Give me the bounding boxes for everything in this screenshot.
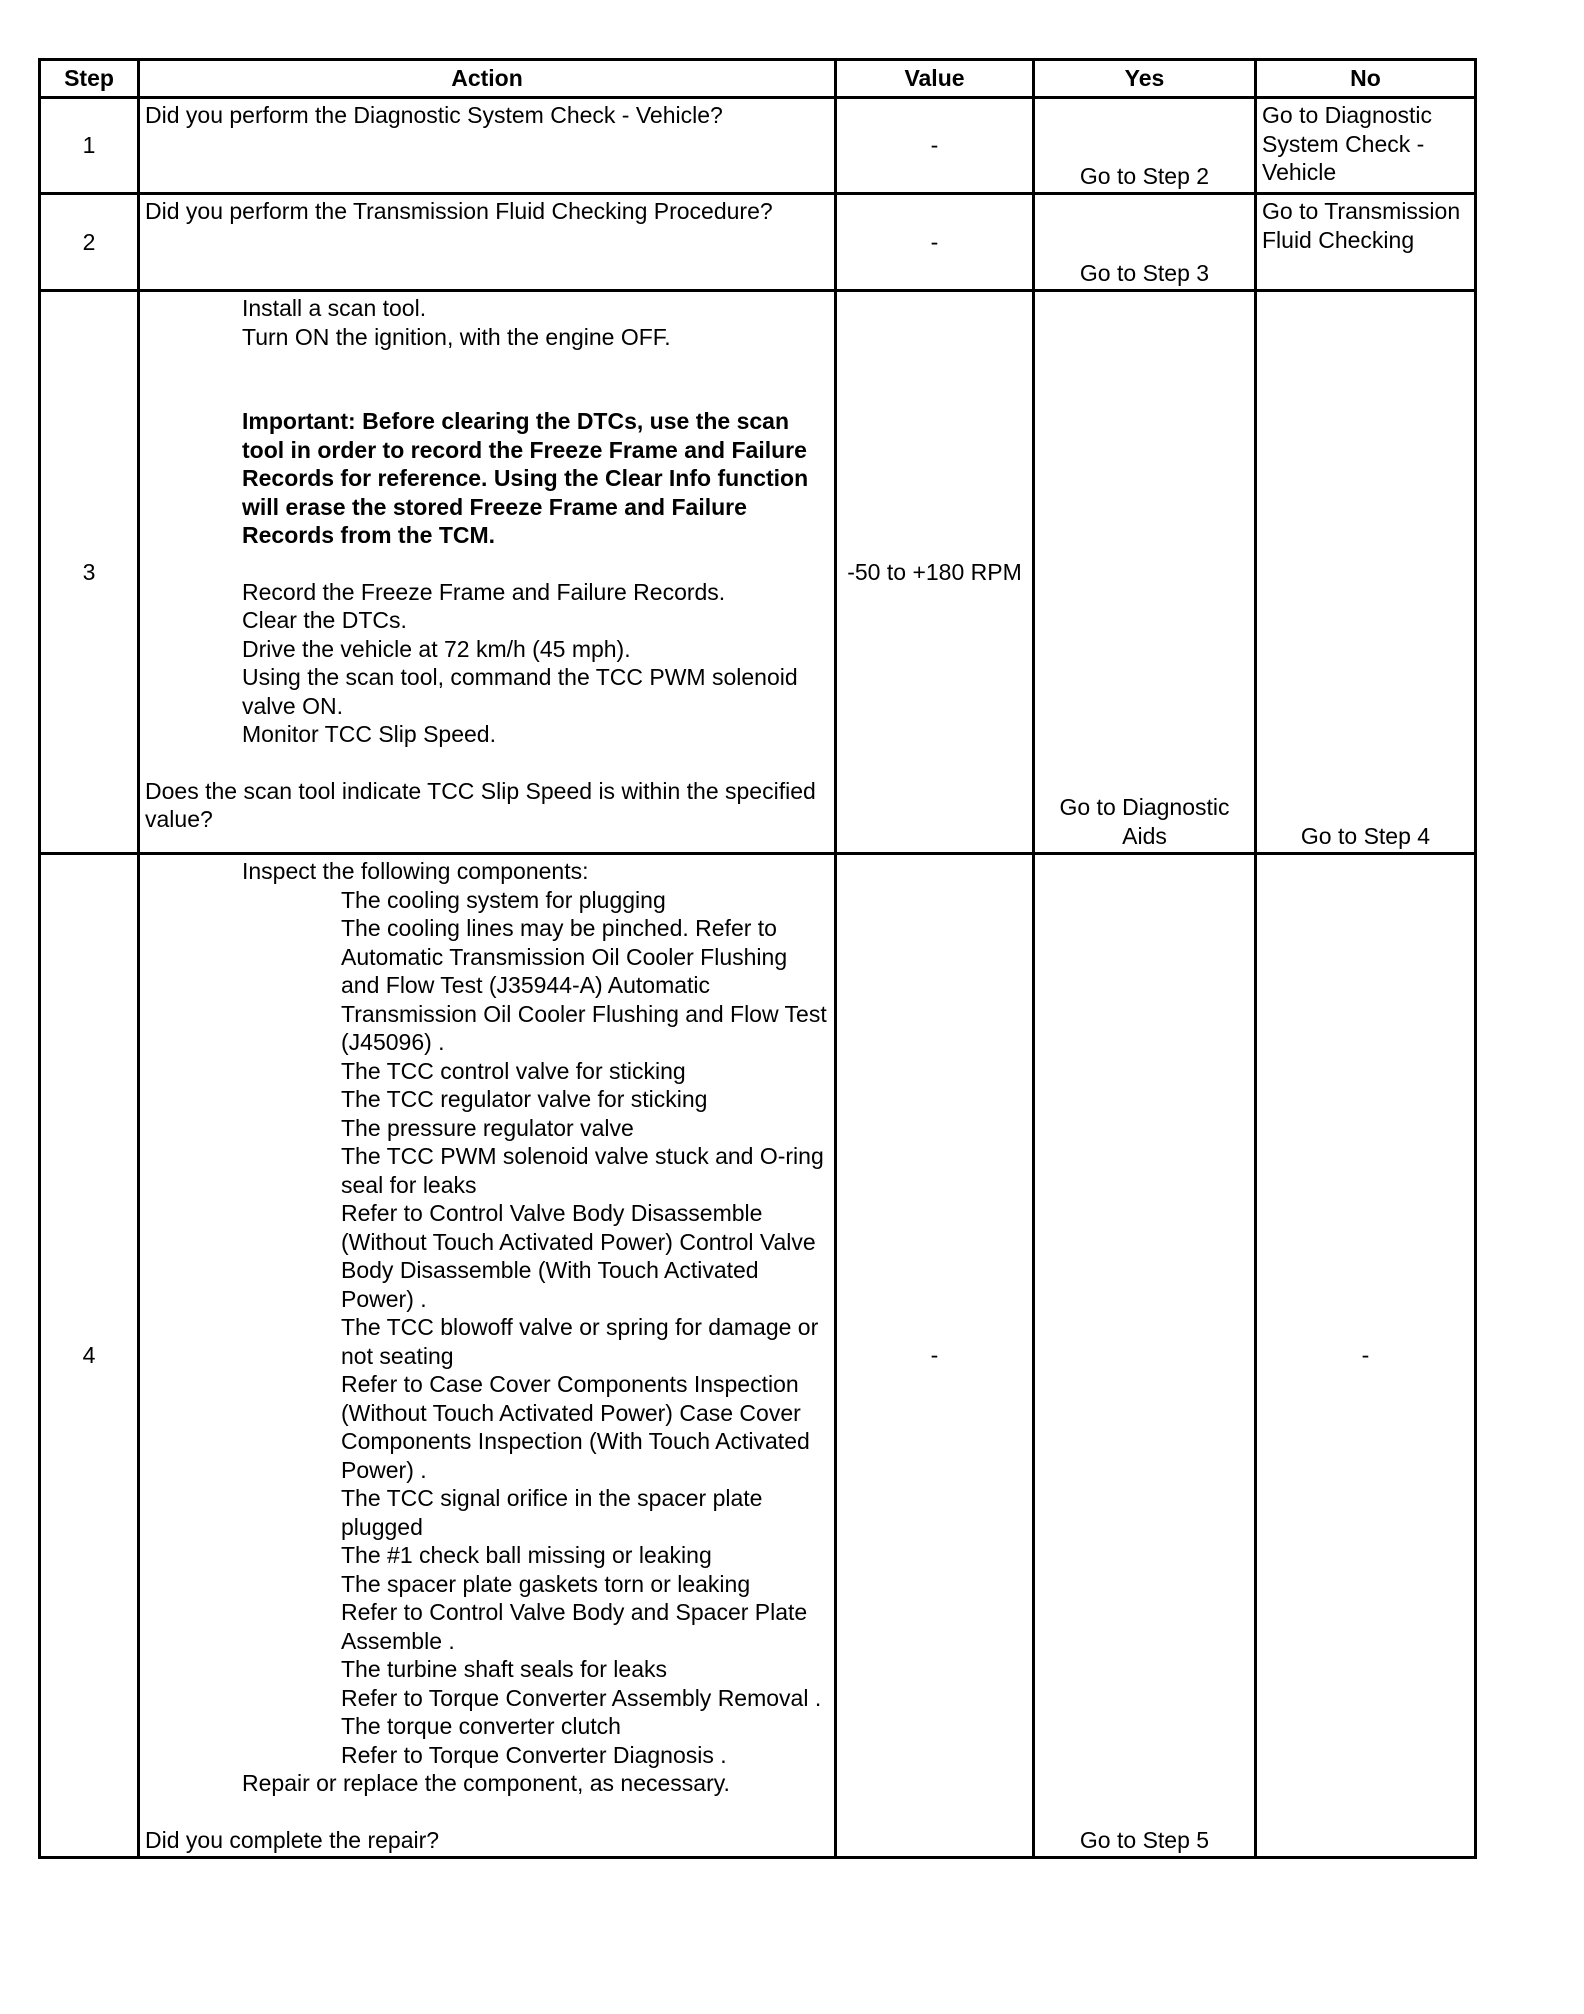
action-intro: Inspect the following components: <box>242 858 589 884</box>
component-item: Refer to Torque Converter Diagnosis . <box>341 1741 727 1768</box>
action-cell <box>139 854 836 1858</box>
header-no: No <box>1256 60 1476 98</box>
step-number: 1 <box>40 98 139 194</box>
value-cell: - <box>836 98 1034 194</box>
header-yes: Yes <box>1034 60 1256 98</box>
repair-instruction: Repair or replace the component, as necessary. <box>242 1770 730 1796</box>
action-step: Install a scan tool. <box>242 295 427 321</box>
yes-link[interactable]: Go to Diagnostic Aids <box>1034 291 1256 854</box>
step-row-2 <box>40 194 1476 291</box>
yes-link[interactable]: Go to Step 5 <box>1034 854 1256 1858</box>
component-item: The TCC control valve for sticking <box>341 1057 686 1084</box>
header-step: Step <box>40 60 139 98</box>
diagnostic-table <box>38 58 1477 1859</box>
step-row-3 <box>40 291 1476 854</box>
action-step: Drive the vehicle at 72 km/h (45 mph). <box>242 635 631 662</box>
action-question: Does the scan tool indicate TCC Slip Speed is within the specified value? <box>145 777 823 832</box>
step-row-1 <box>40 98 1476 194</box>
value-cell: - <box>836 194 1034 291</box>
component-item: The TCC PWM solenoid valve stuck and O-ring seal for leaks <box>341 1143 831 1198</box>
yes-link[interactable]: Go to Step 2 <box>1034 98 1256 194</box>
no-link[interactable]: Go to Diagnostic System Check - Vehicle <box>1256 98 1476 194</box>
component-item: The #1 check ball missing or leaking <box>341 1542 712 1568</box>
action-question: Did you perform the Diagnostic System Check - Vehicle? <box>139 98 836 194</box>
component-item: The TCC signal orifice in the spacer plate plugged <box>341 1485 769 1540</box>
action-question: Did you perform the Transmission Fluid Checking Procedure? <box>139 194 836 291</box>
value-cell: -50 to +180 RPM <box>836 291 1034 854</box>
component-item: The pressure regulator valve <box>341 1114 634 1141</box>
component-item: The turbine shaft seals for leaks <box>341 1656 667 1682</box>
action-step: Record the Freeze Frame and Failure Records. <box>242 578 726 605</box>
step-row-4 <box>40 854 1476 1858</box>
header-row <box>40 60 1476 98</box>
important-note: Important: Before clearing the DTCs, use the scan tool in order to record the Freeze Frame and Failure Records for reference. Using the Clear Info function will erase the stored Freeze Frame and Failure Records from the TCM. <box>242 408 815 548</box>
header-value: Value <box>836 60 1034 98</box>
step-number: 4 <box>40 854 139 1858</box>
step-number: 2 <box>40 194 139 291</box>
action-question: Did you complete the repair? <box>145 1826 440 1853</box>
action-cell <box>139 291 836 854</box>
component-item: The TCC regulator valve for sticking <box>341 1086 708 1112</box>
action-step: Clear the DTCs. <box>242 607 407 633</box>
component-item: The spacer plate gaskets torn or leaking <box>341 1570 751 1597</box>
component-item: The torque converter clutch <box>341 1713 621 1739</box>
action-step: Turn ON the ignition, with the engine OFF. <box>242 323 671 350</box>
yes-link[interactable]: Go to Step 3 <box>1034 194 1256 291</box>
action-step: Using the scan tool, command the TCC PWM solenoid valve ON. <box>242 664 805 719</box>
no-link[interactable]: Go to Step 4 <box>1256 291 1476 854</box>
component-item: Refer to Control Valve Body and Spacer Plate Assemble . <box>341 1599 813 1654</box>
step-number: 3 <box>40 291 139 854</box>
component-item: The cooling lines may be pinched. Refer to Automatic Transmission Oil Cooler Flushing and Flow Test (J35944-A) Automatic Transmission Oil Cooler Flushing and Flow Test (J45096) . <box>341 915 834 1055</box>
component-item: Refer to Torque Converter Assembly Removal . <box>341 1684 822 1711</box>
no-link[interactable]: Go to Transmission Fluid Checking <box>1256 194 1476 291</box>
component-item: The TCC blowoff valve or spring for damage or not seating <box>341 1314 825 1369</box>
value-cell: - <box>836 854 1034 1858</box>
component-item: Refer to Case Cover Components Inspection (Without Touch Activated Power) Case Cover Components Inspection (With Touch Activated Power) . <box>341 1371 817 1483</box>
action-step: Monitor TCC Slip Speed. <box>242 721 496 747</box>
component-item: Refer to Control Valve Body Disassemble (Without Touch Activated Power) Control Valve Body Disassemble (With Touch Activated Power) . <box>341 1200 823 1312</box>
component-item: The cooling system for plugging <box>341 886 666 913</box>
no-link: - <box>1256 854 1476 1858</box>
header-action: Action <box>139 60 836 98</box>
